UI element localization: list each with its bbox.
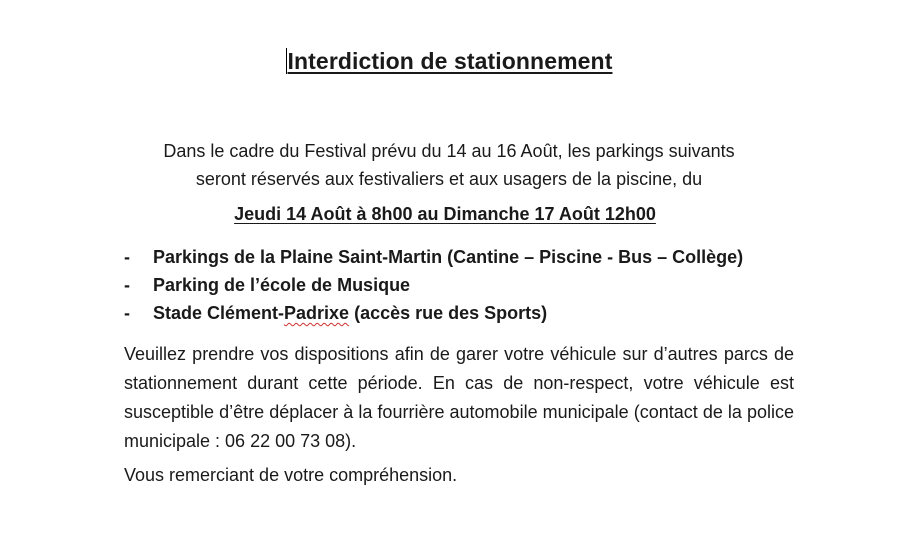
document-title: Interdiction de stationnement bbox=[287, 48, 613, 74]
text-cursor bbox=[286, 48, 287, 74]
parking-list bbox=[124, 243, 743, 327]
intro-line-1: Dans le cadre du Festival prévu du 14 au 16 Août, les parkings suivants bbox=[163, 141, 735, 161]
list-item bbox=[124, 271, 743, 299]
closing-line: Vous remerciant de votre compréhension. bbox=[124, 465, 458, 485]
document-title-line bbox=[0, 48, 898, 75]
list-item bbox=[124, 299, 743, 327]
intro-paragraph bbox=[90, 137, 808, 193]
list-dash: - bbox=[124, 247, 130, 267]
stade-suffix: (accès rue des Sports) bbox=[349, 303, 548, 323]
spellcheck-flagged-word[interactable]: Padrixe bbox=[284, 303, 350, 323]
date-range: Jeudi 14 Août à 8h00 au Dimanche 17 Août 12h00 bbox=[234, 204, 656, 224]
list-item-text bbox=[153, 303, 547, 323]
list-item-text: Parking de l’école de Musique bbox=[153, 275, 411, 295]
intro-line-2: seront réservés aux festivaliers et aux usagers de la piscine, du bbox=[195, 169, 703, 189]
list-dash: - bbox=[124, 303, 130, 323]
list-item bbox=[124, 243, 743, 271]
list-dash: - bbox=[124, 275, 130, 295]
stade-prefix: Stade Clément- bbox=[153, 303, 285, 323]
list-item-text: Parkings de la Plaine Saint-Martin (Cantine – Piscine - Bus – Collège) bbox=[153, 247, 744, 267]
instructions-paragraph: Veuillez prendre vos dispositions afin de garer votre véhicule sur d’autres parcs de stationnement durant cette période. En cas de non-respect, votre véhicule est susceptible d’être déplacer à la fourrière automobile municipale (contact de la police municipale : 06 22 00 73 08). bbox=[124, 344, 794, 451]
